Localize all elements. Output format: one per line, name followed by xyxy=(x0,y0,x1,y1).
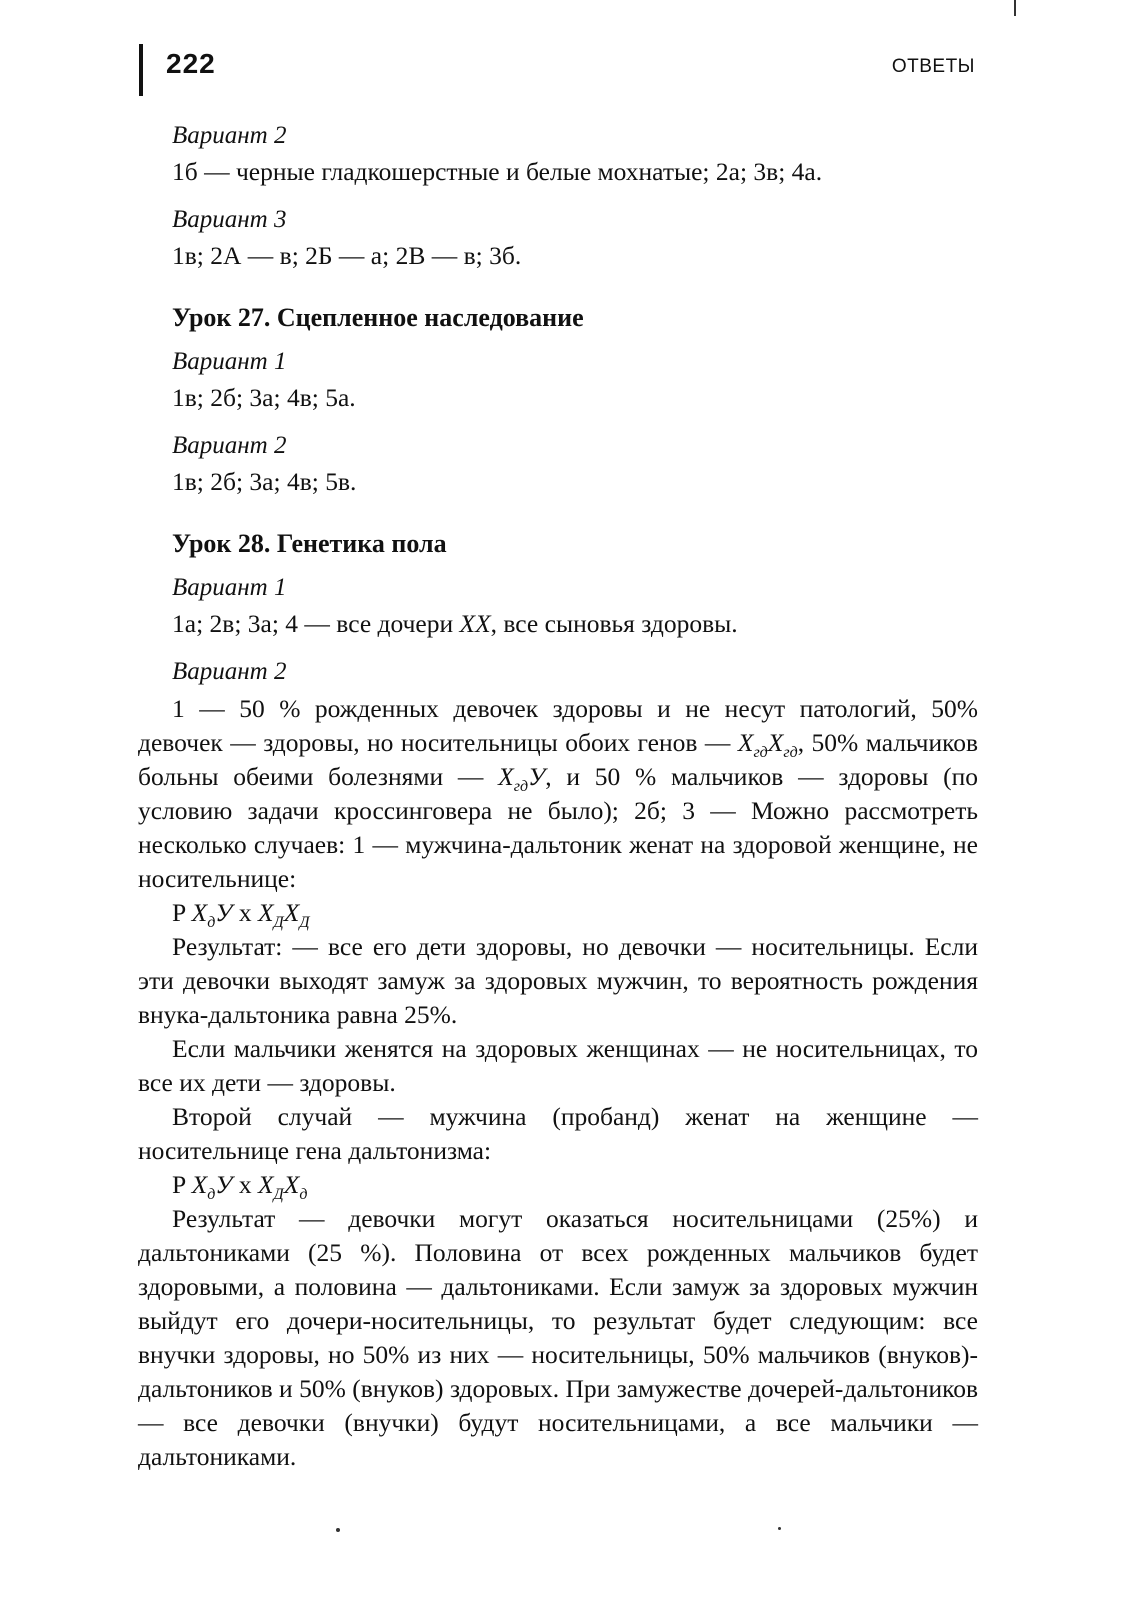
scan-speck xyxy=(778,1527,781,1530)
variant-label: Вариант 1 xyxy=(172,348,287,375)
running-head: ОТВЕТЫ xyxy=(891,56,975,77)
paragraph-text: , и 50 % мальчиков — здоровы (по условию задачи кроссинговера не было); 2б; 3 — Можно рассмотреть несколько случаев: 1 — мужчина-дальтоник женат на здоровой женщине, не носительнице: xyxy=(138,762,978,893)
cross-formula: P $X_дУ$ x $X_ДX_Д$ xyxy=(172,898,310,932)
paragraph-text: 1 — 50 % рожденных девочек здоровы и не несут патологий, 50% девочек — здоровы, но носительницы обоих генов — xyxy=(138,694,978,757)
lesson-27-heading: Урок 27. Сцепленное наследование xyxy=(172,303,584,332)
cross-formula: P $X_дУ$ x $X_ДX_д$ xyxy=(172,1170,308,1204)
answer-paragraph xyxy=(138,692,978,896)
answer-text: , все сыновья здоровы. xyxy=(490,609,738,638)
genotype-xx: XX xyxy=(459,609,491,638)
page-content xyxy=(138,118,978,1474)
variant-answer xyxy=(172,606,978,642)
answer-paragraph: Если мальчики женятся на здоровых женщинах — не носительницах, то все их дети — здоровы. xyxy=(138,1034,978,1097)
answer-paragraph: Результат: — все его дети здоровы, но девочки — носительницы. Если эти девочки выходят замуж за здоровых мужчин, то вероятность рождения внука-дальтоника равна 25%. xyxy=(138,932,978,1029)
answer-paragraph: Второй случай — мужчина (пробанд) женат на женщине — носительнице гена дальтонизма: xyxy=(138,1102,978,1165)
answer-paragraph: Результат — девочки могут оказаться носительницами (25%) и дальтониками (25 %). Половина от всех рожденных мальчиков будет здоровыми, а половина — дальтониками. Если замуж за здоровых мужчин выйдут его дочери-носительницы, то результат будет следующим: все внучки здоровы, но 50% из них — носительницы, 50% мальчиков (внуков)-дальтоников и 50% (внуков) здоровых. При замужестве дочерей-дальтоников — все девочки (внучки) будут носительницами, а все мальчики — дальтониками. xyxy=(138,1204,978,1471)
genotype-formula: $X_{гд}X_{гд}$ xyxy=(737,728,798,762)
variant-label: Вариант 1 xyxy=(172,574,287,601)
scan-mark xyxy=(1014,0,1016,16)
lesson-28-heading: Урок 28. Генетика пола xyxy=(172,529,447,558)
variant-answer: 1в; 2б; 3а; 4в; 5в. xyxy=(172,467,357,496)
variant-label: Вариант 3 xyxy=(172,206,287,233)
variant-label: Вариант 2 xyxy=(172,122,287,149)
genotype-formula: $X_{гд}У$ xyxy=(498,762,546,796)
variant-answer: 1в; 2А — в; 2Б — а; 2В — в; 3б. xyxy=(172,241,522,270)
header-rule xyxy=(139,44,143,96)
variant-label: Вариант 2 xyxy=(172,432,287,459)
answer-text: 1а; 2в; 3а; 4 — все дочери xyxy=(172,609,460,638)
variant-answer: 1в; 2б; 3а; 4в; 5а. xyxy=(172,383,356,412)
variant-label: Вариант 2 xyxy=(172,658,287,685)
page-number: 222 xyxy=(166,48,216,79)
scan-speck xyxy=(336,1528,340,1532)
variant-answer: 1б — черные гладкошерстные и белые мохнатые; 2а; 3в; 4а. xyxy=(172,157,823,186)
paragraph-text: , 50% мальчиков больны обеими болезнями — xyxy=(138,728,979,791)
